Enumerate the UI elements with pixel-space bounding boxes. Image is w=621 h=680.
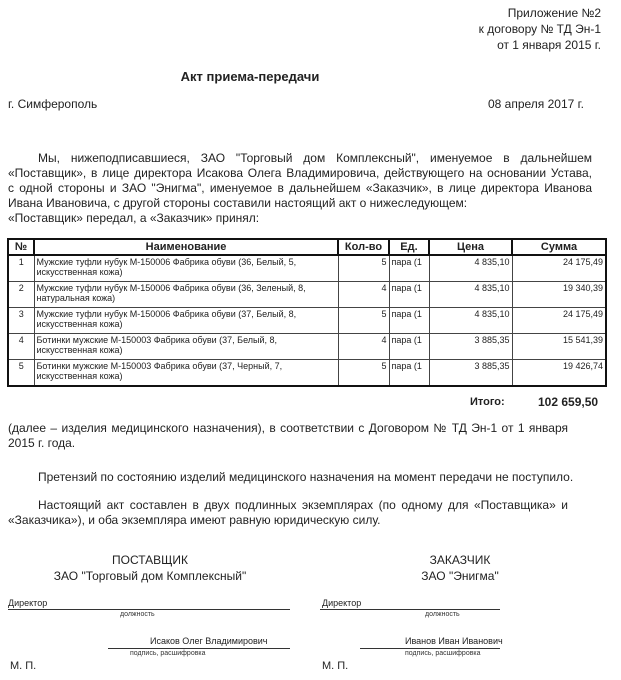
cell-name: Мужские туфли нубук М-150006 Фабрика обуви (37, Белый, 8, искусственная кожа) — [34, 308, 338, 334]
customer-position-line — [320, 609, 500, 610]
cell-name: Ботинки мужские М-150003 Фабрика обуви (37, Черный, 7, искусственная кожа) — [34, 360, 338, 387]
intro-line-3: с одной стороны и ЗАО "Энигма", именуемое в дальнейшем «Заказчик», в лице директора Иванова — [8, 181, 592, 195]
cell-qty: 5 — [338, 308, 389, 334]
cell-name: Мужские туфли нубук М-150006 Фабрика обуви (36, Зеленый, 8, натуральная кожа) — [34, 282, 338, 308]
intro-line-4: Ивана Ивановича, с другой стороны составили настоящий акт о нижеследующем: — [8, 196, 468, 210]
appendix-line-3: от 1 января 2015 г. — [497, 38, 601, 52]
cell-num: 5 — [8, 360, 34, 387]
header-price: Цена — [429, 239, 512, 255]
cell-name: Ботинки мужские М-150003 Фабрика обуви (37, Белый, 8, искусственная кожа) — [34, 334, 338, 360]
copies-line-1: Настоящий акт составлен в двух подлинных экземплярах (по одному для «Поставщика» и — [38, 498, 568, 512]
cell-num: 3 — [8, 308, 34, 334]
claims-paragraph — [8, 470, 592, 485]
cell-sum: 24 175,49 — [512, 255, 606, 282]
customer-position: Директор — [322, 598, 362, 608]
cell-sum: 24 175,49 — [512, 308, 606, 334]
customer-stamp: М. П. — [322, 660, 349, 672]
medical-line-1: (далее – изделия медицинского назначения), в соответствии с Договором № ТД Эн-1 от 1 января — [8, 421, 568, 435]
customer-signer: Иванов Иван Иванович — [405, 636, 503, 646]
cell-price: 3 885,35 — [429, 360, 512, 387]
table-row — [8, 282, 606, 308]
supplier-position: Директор — [8, 598, 48, 608]
document-title: Акт приема-передачи — [180, 69, 320, 84]
cell-unit: пара (1 — [389, 308, 429, 334]
customer-org: ЗАО "Энигма" — [421, 569, 499, 583]
document-date: 08 апреля 2017 г. — [488, 97, 584, 111]
cell-qty: 4 — [338, 282, 389, 308]
claims-line: Претензий по состоянию изделий медицинского назначения на момент передачи не поступило. — [38, 470, 574, 484]
table-row — [8, 308, 606, 334]
cell-price: 3 885,35 — [429, 334, 512, 360]
cell-unit: пара (1 — [389, 255, 429, 282]
cell-price: 4 835,10 — [429, 255, 512, 282]
table-row — [8, 255, 606, 282]
medical-paragraph — [8, 421, 568, 451]
customer-heading: ЗАКАЗЧИК — [429, 553, 491, 567]
medical-line-2: 2015 г. года. — [8, 436, 76, 450]
intro-line-5: «Поставщик» передал, а «Заказчик» принял: — [8, 211, 260, 225]
customer-position-caption: должность — [425, 611, 460, 618]
cell-sum: 15 541,39 — [512, 334, 606, 360]
cell-num: 1 — [8, 255, 34, 282]
supplier-signer: Исаков Олег Владимирович — [150, 636, 268, 646]
intro-line-2: «Поставщик», в лице директора Исакова Олега Владимировича, действующего на основании Устава, — [8, 166, 592, 180]
total-label: Итого: — [470, 396, 505, 408]
customer-sign-caption: подпись, расшифровка — [405, 650, 481, 657]
supplier-sign-line — [108, 648, 290, 649]
header-num: № — [8, 239, 34, 255]
cell-unit: пара (1 — [389, 282, 429, 308]
supplier-stamp: М. П. — [10, 660, 37, 672]
appendix-line-1: Приложение №2 — [507, 6, 601, 20]
header-qty: Кол-во — [338, 239, 389, 255]
header-unit: Ед. — [389, 239, 429, 255]
cell-sum: 19 426,74 — [512, 360, 606, 387]
supplier-sign-caption: подпись, расшифровка — [130, 650, 206, 657]
copies-paragraph — [8, 498, 568, 528]
appendix-block — [479, 5, 601, 53]
copies-line-2: «Заказчика»), и оба экземпляра имеют равную юридическую силу. — [8, 513, 381, 527]
supplier-org: ЗАО "Торговый дом Комплексный" — [53, 569, 247, 583]
appendix-line-2: к договору № ТД Эн-1 — [478, 22, 601, 36]
table-header-row — [8, 239, 606, 255]
supplier-position-line — [8, 609, 290, 610]
customer-sign-line — [360, 648, 500, 649]
cell-sum: 19 340,39 — [512, 282, 606, 308]
total-value: 102 659,50 — [538, 395, 599, 409]
cell-num: 2 — [8, 282, 34, 308]
city: г. Симферополь — [8, 97, 98, 111]
cell-num: 4 — [8, 334, 34, 360]
cell-price: 4 835,10 — [429, 282, 512, 308]
table-row — [8, 334, 606, 360]
cell-qty: 5 — [338, 360, 389, 387]
supplier-position-caption: должность — [120, 611, 155, 618]
cell-qty: 4 — [338, 334, 389, 360]
items-table — [7, 238, 607, 387]
cell-unit: пара (1 — [389, 334, 429, 360]
supplier-heading: ПОСТАВЩИК — [111, 553, 189, 567]
cell-name: Мужские туфли нубук М-150006 Фабрика обуви (36, Белый, 5, искусственная кожа) — [34, 255, 338, 282]
cell-unit: пара (1 — [389, 360, 429, 387]
intro-paragraph — [8, 151, 592, 226]
cell-price: 4 835,10 — [429, 308, 512, 334]
header-sum: Сумма — [512, 239, 606, 255]
header-name: Наименование — [34, 239, 338, 255]
cell-qty: 5 — [338, 255, 389, 282]
intro-line-1: Мы, нижеподписавшиеся, ЗАО "Торговый дом Комплексный", именуемое в дальнейшем — [38, 151, 592, 165]
table-row — [8, 360, 606, 387]
